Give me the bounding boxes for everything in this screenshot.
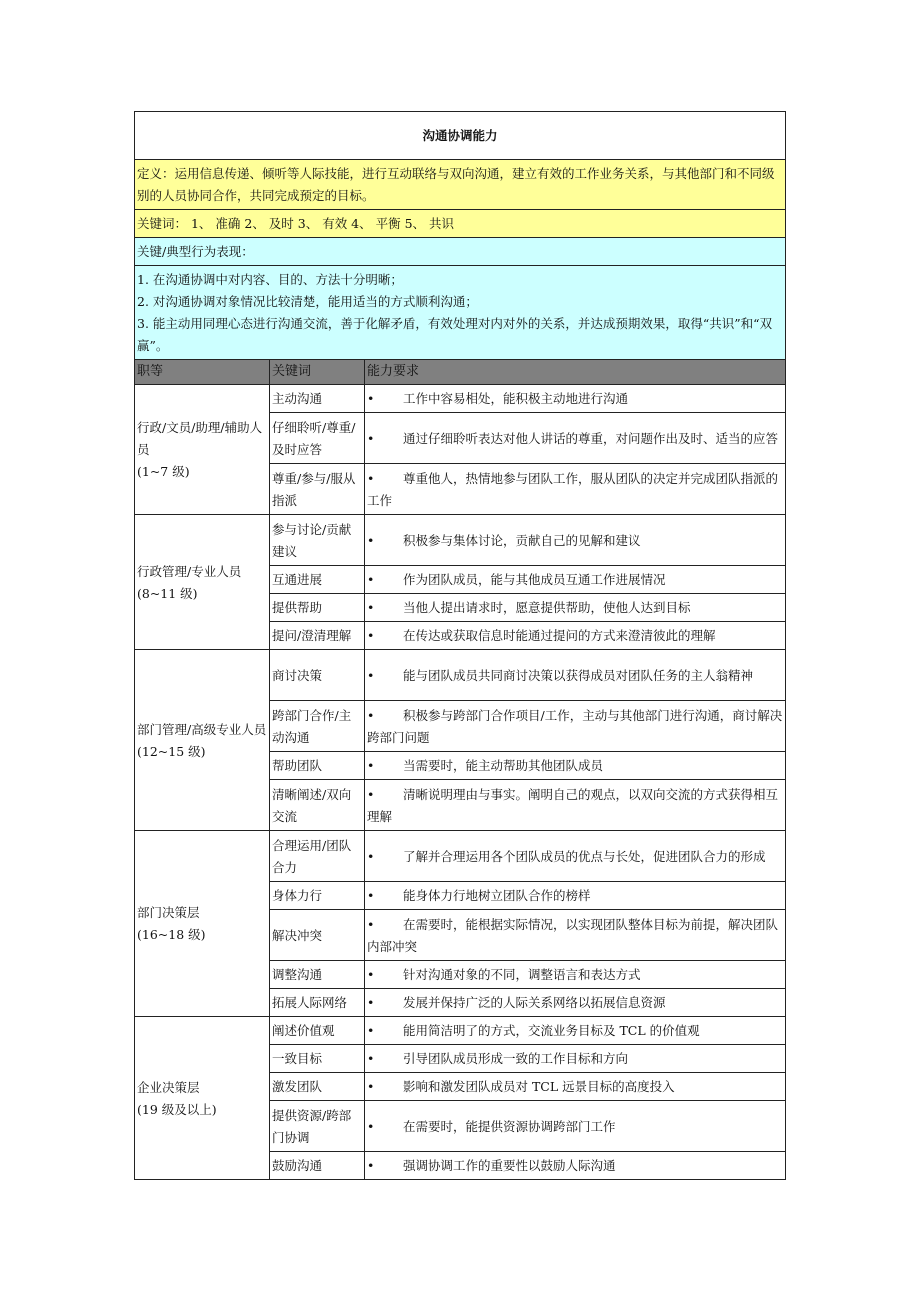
keyword-cell: 调整沟通 — [270, 961, 365, 989]
requirement-cell — [365, 464, 786, 515]
requirement-cell — [365, 1101, 786, 1152]
requirement-text: 在需要时，能根据实际情况，以实现团队整体目标为前提，解决团队内部冲突 — [367, 916, 779, 954]
keyword-cell: 合理运用/团队合力 — [270, 831, 365, 882]
behavior-item: 2. 对沟通协调对象情况比较清楚，能用适当的方式顺利沟通； — [137, 294, 478, 309]
bullet-icon: • — [367, 532, 375, 548]
level-cell — [135, 650, 270, 831]
requirement-text: 尊重他人，热情地参与团队工作，服从团队的决定并完成团队指派的工作 — [367, 470, 779, 508]
requirement-text: 了解并合理运用各个团队成员的优点与长处，促进团队合力的形成 — [403, 848, 766, 864]
level-grade: (16~18 级) — [137, 927, 206, 942]
keyword-cell: 商讨决策 — [270, 650, 365, 701]
requirement-cell — [365, 1045, 786, 1073]
keyword-cell: 提问/澄清理解 — [270, 622, 365, 650]
requirement-text: 能与团队成员共同商讨决策以获得成员对团队任务的主人翁精神 — [403, 667, 754, 683]
level-grade: (8~11 级) — [137, 585, 198, 601]
keyword-cell: 清晰阐述/双向交流 — [270, 780, 365, 831]
bullet-icon: • — [367, 470, 375, 486]
level-cell — [135, 831, 270, 1017]
requirement-cell — [365, 650, 786, 701]
requirement-text: 能用简洁明了的方式，交流业务目标及 TCL 的价值观 — [403, 1023, 700, 1038]
requirement-text: 在传达或获取信息时能通过提问的方式来澄清彼此的理解 — [403, 628, 716, 643]
requirement-cell — [365, 385, 786, 413]
keyword-cell: 参与讨论/贡献建议 — [270, 515, 365, 566]
level-cell — [135, 385, 270, 515]
header-level: 职等 — [135, 360, 270, 385]
requirement-cell — [365, 989, 786, 1017]
bullet-icon: • — [367, 967, 375, 982]
level-name: 部门管理/高级专业人员 — [137, 721, 267, 737]
requirement-cell — [365, 961, 786, 989]
requirement-text: 影响和激发团队成员对 TCL 远景目标的高度投入 — [403, 1079, 675, 1094]
level-grade: (12~15 级) — [137, 743, 206, 759]
header-requirement: 能力要求 — [365, 360, 786, 385]
level-name: 部门决策层 — [137, 905, 200, 920]
bullet-icon: • — [367, 391, 375, 406]
behavior-item: 1. 在沟通协调中对内容、目的、方法十分明晰； — [137, 272, 403, 287]
bullet-icon: • — [367, 995, 375, 1010]
bullet-icon: • — [367, 600, 375, 615]
requirement-cell — [365, 752, 786, 780]
bullet-icon: • — [367, 1051, 375, 1066]
keyword-cell: 帮助团队 — [270, 752, 365, 780]
requirement-text: 作为团队成员，能与其他成员互通工作进展情况 — [403, 572, 666, 587]
requirement-text: 引导团队成员形成一致的工作目标和方向 — [403, 1051, 629, 1066]
keyword-cell: 身体力行 — [270, 882, 365, 910]
level-grade: (1~7 级) — [137, 464, 190, 479]
bullet-icon: • — [367, 430, 375, 446]
requirement-cell — [365, 910, 786, 961]
keywords-line: 关键词： 1、 准确 2、 及时 3、 有效 4、 平衡 5、 共识 — [135, 210, 786, 238]
table-header-row — [135, 360, 786, 385]
keyword-cell: 跨部门合作/主动沟通 — [270, 701, 365, 752]
requirement-text: 在需要时，能提供资源协调跨部门工作 — [403, 1118, 616, 1134]
keyword-cell: 拓展人际网络 — [270, 989, 365, 1017]
bullet-icon: • — [367, 916, 375, 932]
bullet-icon: • — [367, 707, 375, 723]
requirement-cell — [365, 515, 786, 566]
keyword-cell: 鼓励沟通 — [270, 1152, 365, 1180]
bullet-icon: • — [367, 628, 375, 643]
requirement-cell — [365, 594, 786, 622]
bullet-icon: • — [367, 1079, 375, 1094]
level-grade: (19 级及以上) — [137, 1101, 217, 1117]
level-cell — [135, 515, 270, 650]
requirement-cell — [365, 413, 786, 464]
behavior-item: 3. 能主动用同理心态进行沟通交流，善于化解矛盾，有效处理对内对外的关系，并达成预期效果，取得“共识”和“双赢”。 — [137, 316, 773, 353]
keyword-cell: 解决冲突 — [270, 910, 365, 961]
requirement-text: 积极参与跨部门合作项目/工作，主动与其他部门进行沟通，商讨解决跨部门问题 — [367, 707, 783, 745]
requirement-cell — [365, 701, 786, 752]
header-keyword: 关键词 — [270, 360, 365, 385]
requirement-text: 通过仔细聆听表达对他人讲话的尊重，对问题作出及时、适当的应答 — [403, 430, 779, 446]
table-row — [135, 831, 786, 882]
level-name: 行政管理/专业人员 — [137, 563, 242, 579]
level-name: 企业决策层 — [137, 1079, 200, 1095]
keyword-cell: 互通进展 — [270, 566, 365, 594]
bullet-icon: • — [367, 1118, 375, 1134]
level-cell — [135, 1017, 270, 1180]
requirement-text: 当需要时，能主动帮助其他团队成员 — [403, 758, 604, 773]
keyword-cell: 尊重/参与/服从指派 — [270, 464, 365, 515]
requirement-text: 针对沟通对象的不同，调整语言和表达方式 — [403, 967, 641, 982]
bullet-icon: • — [367, 572, 375, 587]
requirement-cell — [365, 622, 786, 650]
keyword-cell: 激发团队 — [270, 1073, 365, 1101]
table-row — [135, 650, 786, 701]
behavior-list — [135, 266, 786, 360]
definition-text: 定义：运用信息传递、倾听等人际技能，进行互动联络与双向沟通，建立有效的工作业务关系，与其他部门和不同级别的人员协同合作，共同完成预定的目标。 — [135, 160, 786, 210]
keyword-cell: 一致目标 — [270, 1045, 365, 1073]
bullet-icon: • — [367, 667, 375, 683]
keyword-cell: 提供资源/跨部门协调 — [270, 1101, 365, 1152]
keyword-cell: 提供帮助 — [270, 594, 365, 622]
requirement-text: 发展并保持广泛的人际关系网络以拓展信息资源 — [403, 995, 666, 1010]
behavior-heading: 关键/典型行为表现： — [135, 238, 786, 266]
table-row — [135, 515, 786, 566]
level-name: 行政/文员/助理/辅助人员 — [137, 420, 263, 457]
requirement-text: 清晰说明理由与事实。阐明自己的观点，以双向交流的方式获得相互理解 — [367, 786, 779, 824]
requirement-text: 当他人提出请求时，愿意提供帮助，使他人达到目标 — [403, 600, 691, 615]
requirement-text: 能身体力行地树立团队合作的榜样 — [403, 888, 591, 903]
bullet-icon: • — [367, 1158, 375, 1173]
competency-sheet — [134, 111, 785, 1180]
requirement-cell — [365, 780, 786, 831]
bullet-icon: • — [367, 1023, 375, 1038]
keyword-cell: 阐述价值观 — [270, 1017, 365, 1045]
bullet-icon: • — [367, 848, 375, 864]
keyword-cell: 仔细聆听/尊重/及时应答 — [270, 413, 365, 464]
competency-table — [134, 111, 786, 1180]
requirement-cell — [365, 1017, 786, 1045]
bullet-icon: • — [367, 888, 375, 903]
requirement-cell — [365, 882, 786, 910]
requirement-text: 工作中容易相处，能积极主动地进行沟通 — [403, 391, 629, 406]
requirement-cell — [365, 1073, 786, 1101]
requirement-cell — [365, 831, 786, 882]
bullet-icon: • — [367, 758, 375, 773]
table-row — [135, 385, 786, 413]
bullet-icon: • — [367, 786, 375, 802]
keyword-cell: 主动沟通 — [270, 385, 365, 413]
requirement-cell — [365, 1152, 786, 1180]
requirement-text: 强调协调工作的重要性以鼓励人际沟通 — [403, 1158, 616, 1173]
page-title: 沟通协调能力 — [135, 112, 786, 160]
requirement-cell — [365, 566, 786, 594]
requirement-text: 积极参与集体讨论，贡献自己的见解和建议 — [403, 532, 641, 548]
table-row — [135, 1017, 786, 1045]
